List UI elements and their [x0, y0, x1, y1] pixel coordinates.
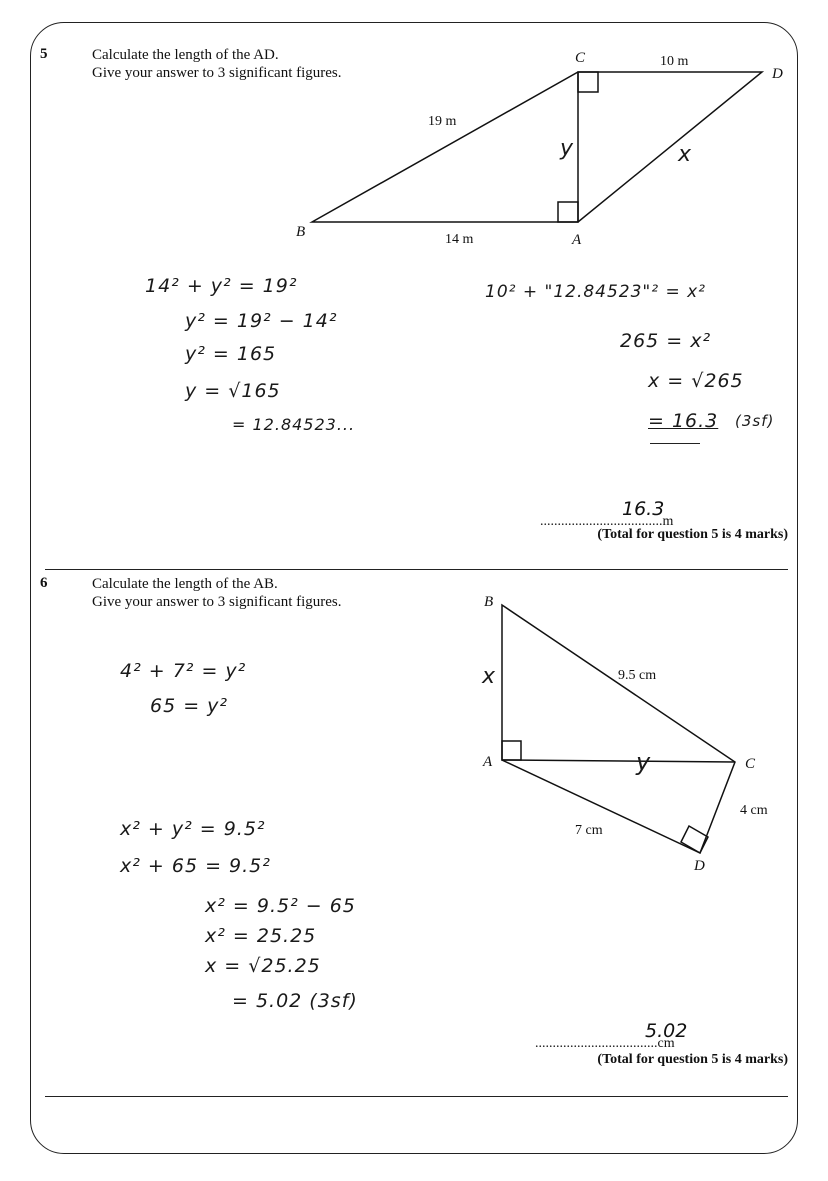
q5-label-ba: 14 m [445, 232, 474, 247]
q6-right-angle-d [681, 826, 708, 853]
q6-work-6: x² = 25.25 [205, 925, 317, 947]
q6-work-7: x = √25.25 [205, 955, 321, 977]
q5-answer-dots: ...................................m [540, 514, 674, 529]
q6-instruction-2: Give your answer to 3 significant figures. [92, 594, 342, 610]
q6-label-bc: 9.5 cm [618, 668, 657, 683]
q5-label-bc: 19 m [428, 114, 457, 129]
q6-label-ad: 7 cm [575, 823, 603, 838]
q5-work-left-4: y = √165 [185, 380, 281, 402]
section-divider [45, 569, 788, 570]
q5-label-c: C [575, 50, 586, 66]
q6-answer-dots: ...................................cm [535, 1036, 675, 1051]
q5-label-x: x [678, 142, 693, 167]
q5-instruction-2: Give your answer to 3 significant figures. [92, 65, 342, 81]
q5-right-angle-a [558, 202, 578, 222]
q5-label-cd: 10 m [660, 54, 689, 69]
q5-work-right-5: (3sf) [735, 412, 775, 430]
q5-diagram [312, 72, 762, 222]
q5-label-a: A [572, 232, 582, 248]
q6-quadrilateral [502, 605, 735, 853]
q5-work-left-1: 14² + y² = 19² [145, 275, 298, 297]
q6-number: 6 [40, 575, 48, 591]
q5-instruction-1: Calculate the length of the AD. [92, 47, 279, 63]
q5-label-y: y [560, 136, 575, 161]
section-divider-bottom [45, 1096, 788, 1097]
q6-label-x: x [482, 664, 497, 689]
q5-total-marks: (Total for question 5 is 4 marks) [597, 527, 788, 542]
q6-label-b: B [484, 594, 494, 610]
q5-work-left-3: y² = 165 [185, 343, 277, 365]
q5-quadrilateral [312, 72, 762, 222]
q6-answer-value: 5.02 [645, 1020, 688, 1042]
q6-total-marks: (Total for question 5 is 4 marks) [597, 1052, 788, 1067]
q6-work-4: x² + 65 = 9.5² [120, 855, 271, 877]
q6-label-d: D [694, 858, 705, 874]
q6-right-angle-a [502, 741, 521, 760]
q6-work-8: = 5.02 (3sf) [232, 990, 358, 1012]
q5-work-right-4: = 16.3 [648, 410, 719, 432]
q6-label-cd: 4 cm [740, 803, 768, 818]
q6-work-2: 65 = y² [150, 695, 229, 717]
q5-work-right-2: 265 = x² [620, 330, 712, 352]
q6-label-y: y [636, 748, 652, 776]
q5-work-left-2: y² = 19² − 14² [185, 310, 338, 332]
q5-label-d: D [772, 66, 783, 82]
q5-work-right-1: 10² + "12.84523"² = x² [485, 282, 706, 302]
q6-diagram [502, 605, 735, 853]
q6-work-1: 4² + 7² = y² [120, 660, 247, 682]
q6-label-a: A [483, 754, 493, 770]
q6-label-c: C [745, 756, 756, 772]
q5-double-underline [650, 443, 700, 444]
q6-answer-line[interactable] [535, 1020, 688, 1052]
q5-right-angle-c [578, 72, 598, 92]
q6-segment-ac [502, 760, 735, 762]
q5-work-right-3: x = √265 [648, 370, 744, 392]
q6-instruction-1: Calculate the length of the AB. [92, 576, 278, 592]
q6-work-3: x² + y² = 9.5² [120, 818, 266, 840]
q5-work-left-5: = 12.84523... [232, 415, 356, 434]
q5-number: 5 [40, 46, 48, 62]
q6-work-5: x² = 9.5² − 65 [205, 895, 356, 917]
q5-answer-value: 16.3 [622, 498, 665, 520]
q5-label-b: B [296, 224, 306, 240]
